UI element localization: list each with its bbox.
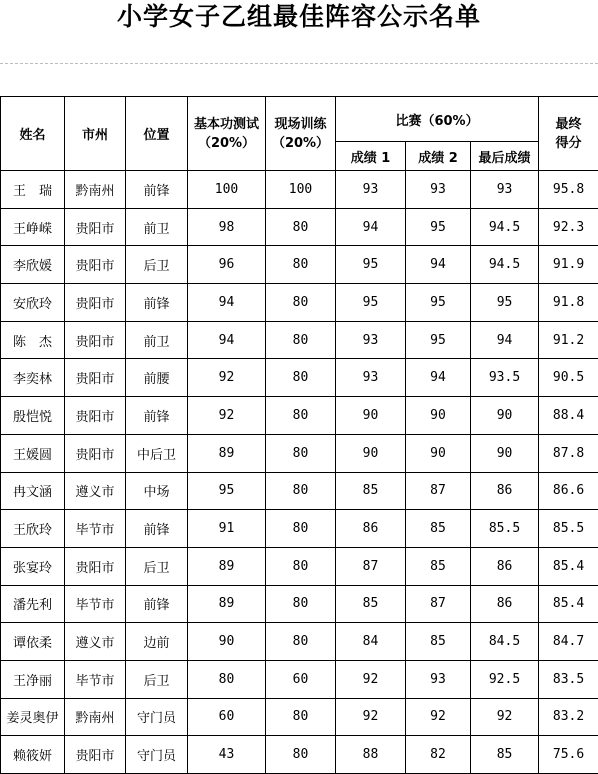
cell-final-total: 91.8	[539, 284, 598, 322]
cell-name: 王 瑞	[1, 171, 65, 209]
header-score-1: 成绩 1	[336, 142, 406, 171]
cell-final-total: 84.7	[539, 623, 598, 661]
cell-basic-test: 89	[188, 585, 266, 623]
cell-final-total: 86.6	[539, 472, 598, 510]
cell-final-match: 86	[471, 585, 539, 623]
cell-score-2: 93	[406, 660, 471, 698]
table-row	[1, 472, 598, 510]
table-row	[1, 510, 598, 548]
table-row	[1, 434, 598, 472]
cell-position: 后卫	[126, 246, 188, 284]
cell-score-1: 92	[336, 660, 406, 698]
cell-final-total: 83.2	[539, 698, 598, 736]
cell-field-training: 60	[266, 660, 336, 698]
cell-city: 遵义市	[65, 472, 126, 510]
cell-score-1: 94	[336, 208, 406, 246]
cell-field-training: 80	[266, 321, 336, 359]
table-row	[1, 736, 598, 774]
cell-field-training: 80	[266, 698, 336, 736]
roster-table	[0, 96, 598, 774]
cell-score-2: 95	[406, 208, 471, 246]
cell-field-training: 80	[266, 623, 336, 661]
cell-final-total: 91.2	[539, 321, 598, 359]
cell-position: 守门员	[126, 698, 188, 736]
cell-final-match: 85.5	[471, 510, 539, 548]
table-row	[1, 585, 598, 623]
cell-final-match: 90	[471, 434, 539, 472]
table-row	[1, 171, 598, 209]
cell-basic-test: 89	[188, 434, 266, 472]
cell-score-2: 93	[406, 171, 471, 209]
cell-name: 王峥嵘	[1, 208, 65, 246]
cell-position: 前腰	[126, 359, 188, 397]
cell-score-1: 88	[336, 736, 406, 774]
cell-city: 毕节市	[65, 510, 126, 548]
cell-score-1: 85	[336, 472, 406, 510]
cell-score-1: 95	[336, 246, 406, 284]
cell-field-training: 80	[266, 359, 336, 397]
header-final-match: 最后成绩	[471, 142, 539, 171]
cell-final-total: 85.4	[539, 585, 598, 623]
header-field-training: 现场训练 （20%）	[266, 97, 336, 171]
cell-name: 王净丽	[1, 660, 65, 698]
cell-city: 贵阳市	[65, 547, 126, 585]
cell-city: 毕节市	[65, 660, 126, 698]
table-header	[1, 97, 598, 171]
cell-field-training: 80	[266, 284, 336, 322]
cell-final-match: 95	[471, 284, 539, 322]
cell-position: 前锋	[126, 510, 188, 548]
cell-final-match: 86	[471, 472, 539, 510]
table-row	[1, 208, 598, 246]
cell-position: 前锋	[126, 585, 188, 623]
cell-position: 前锋	[126, 397, 188, 435]
cell-field-training: 80	[266, 547, 336, 585]
cell-position: 中场	[126, 472, 188, 510]
cell-final-match: 94.5	[471, 246, 539, 284]
cell-score-2: 85	[406, 623, 471, 661]
cell-name: 李奕林	[1, 359, 65, 397]
cell-score-2: 94	[406, 359, 471, 397]
cell-final-total: 87.8	[539, 434, 598, 472]
cell-score-2: 85	[406, 547, 471, 585]
header-basic-test: 基本功测试 （20%）	[188, 97, 266, 171]
header-score-2: 成绩 2	[406, 142, 471, 171]
cell-basic-test: 92	[188, 359, 266, 397]
cell-field-training: 80	[266, 208, 336, 246]
header-final-total: 最终 得分	[539, 97, 598, 171]
cell-score-1: 90	[336, 434, 406, 472]
cell-name: 潘先利	[1, 585, 65, 623]
cell-basic-test: 89	[188, 547, 266, 585]
cell-score-2: 82	[406, 736, 471, 774]
cell-name: 谭依柔	[1, 623, 65, 661]
cell-field-training: 80	[266, 510, 336, 548]
cell-score-2: 95	[406, 284, 471, 322]
cell-city: 贵阳市	[65, 736, 126, 774]
cell-score-1: 92	[336, 698, 406, 736]
header-match: 比赛（60%）	[336, 97, 539, 142]
cell-final-total: 95.8	[539, 171, 598, 209]
cell-name: 王媛圆	[1, 434, 65, 472]
cell-score-1: 87	[336, 547, 406, 585]
cell-score-1: 93	[336, 359, 406, 397]
cell-score-2: 87	[406, 585, 471, 623]
cell-score-1: 90	[336, 397, 406, 435]
cell-city: 贵阳市	[65, 284, 126, 322]
cell-basic-test: 96	[188, 246, 266, 284]
cell-position: 前锋	[126, 284, 188, 322]
header-position: 位置	[126, 97, 188, 171]
cell-score-1: 84	[336, 623, 406, 661]
cell-city: 贵阳市	[65, 246, 126, 284]
cell-final-match: 92.5	[471, 660, 539, 698]
cell-score-1: 86	[336, 510, 406, 548]
cell-position: 前卫	[126, 208, 188, 246]
cell-score-2: 85	[406, 510, 471, 548]
cell-score-1: 93	[336, 321, 406, 359]
cell-city: 毕节市	[65, 585, 126, 623]
cell-name: 殷恺悦	[1, 397, 65, 435]
cell-score-2: 87	[406, 472, 471, 510]
cell-field-training: 100	[266, 171, 336, 209]
cell-final-match: 94.5	[471, 208, 539, 246]
cell-basic-test: 60	[188, 698, 266, 736]
cell-position: 守门员	[126, 736, 188, 774]
table-row	[1, 698, 598, 736]
cell-final-match: 92	[471, 698, 539, 736]
cell-field-training: 80	[266, 736, 336, 774]
cell-field-training: 80	[266, 397, 336, 435]
cell-score-1: 85	[336, 585, 406, 623]
cell-score-2: 94	[406, 246, 471, 284]
cell-city: 贵阳市	[65, 434, 126, 472]
cell-basic-test: 90	[188, 623, 266, 661]
cell-score-2: 92	[406, 698, 471, 736]
table-row	[1, 284, 598, 322]
table-row	[1, 623, 598, 661]
cell-basic-test: 92	[188, 397, 266, 435]
cell-field-training: 80	[266, 434, 336, 472]
table-row	[1, 321, 598, 359]
cell-name: 王欣玲	[1, 510, 65, 548]
cell-final-match: 93.5	[471, 359, 539, 397]
cell-basic-test: 95	[188, 472, 266, 510]
cell-final-total: 91.9	[539, 246, 598, 284]
cell-position: 边前	[126, 623, 188, 661]
cell-city: 贵阳市	[65, 321, 126, 359]
cell-city: 黔南州	[65, 698, 126, 736]
cell-position: 前锋	[126, 171, 188, 209]
cell-final-match: 94	[471, 321, 539, 359]
cell-final-total: 92.3	[539, 208, 598, 246]
header-name: 姓名	[1, 97, 65, 171]
cell-final-total: 75.6	[539, 736, 598, 774]
cell-name: 张宴玲	[1, 547, 65, 585]
cell-basic-test: 100	[188, 171, 266, 209]
cell-basic-test: 94	[188, 284, 266, 322]
cell-city: 黔南州	[65, 171, 126, 209]
cell-score-2: 90	[406, 397, 471, 435]
cell-final-match: 93	[471, 171, 539, 209]
table-row	[1, 660, 598, 698]
table-row	[1, 246, 598, 284]
cell-basic-test: 91	[188, 510, 266, 548]
cell-city: 贵阳市	[65, 359, 126, 397]
cell-basic-test: 43	[188, 736, 266, 774]
cell-score-2: 95	[406, 321, 471, 359]
cell-score-2: 90	[406, 434, 471, 472]
cell-city: 贵阳市	[65, 397, 126, 435]
table-row	[1, 359, 598, 397]
cell-field-training: 80	[266, 585, 336, 623]
cell-basic-test: 80	[188, 660, 266, 698]
cell-name: 赖筱妍	[1, 736, 65, 774]
table-body	[1, 171, 598, 774]
cell-basic-test: 98	[188, 208, 266, 246]
divider	[0, 63, 598, 64]
cell-score-1: 95	[336, 284, 406, 322]
cell-final-total: 85.5	[539, 510, 598, 548]
cell-name: 陈 杰	[1, 321, 65, 359]
cell-position: 前卫	[126, 321, 188, 359]
table-row	[1, 547, 598, 585]
table-row	[1, 397, 598, 435]
cell-name: 李欣媛	[1, 246, 65, 284]
cell-name: 姜灵奥伊	[1, 698, 65, 736]
cell-name: 安欣玲	[1, 284, 65, 322]
header-city: 市州	[65, 97, 126, 171]
cell-field-training: 80	[266, 472, 336, 510]
cell-final-total: 83.5	[539, 660, 598, 698]
cell-final-match: 86	[471, 547, 539, 585]
cell-name: 冉文涵	[1, 472, 65, 510]
cell-city: 遵义市	[65, 623, 126, 661]
cell-position: 后卫	[126, 547, 188, 585]
cell-position: 中后卫	[126, 434, 188, 472]
cell-final-total: 90.5	[539, 359, 598, 397]
cell-final-total: 88.4	[539, 397, 598, 435]
page-title: 小学女子乙组最佳阵容公示名单	[116, 2, 481, 31]
cell-final-match: 90	[471, 397, 539, 435]
cell-basic-test: 94	[188, 321, 266, 359]
cell-position: 后卫	[126, 660, 188, 698]
cell-field-training: 80	[266, 246, 336, 284]
cell-final-match: 85	[471, 736, 539, 774]
cell-final-total: 85.4	[539, 547, 598, 585]
cell-score-1: 93	[336, 171, 406, 209]
cell-final-match: 84.5	[471, 623, 539, 661]
cell-city: 贵阳市	[65, 208, 126, 246]
